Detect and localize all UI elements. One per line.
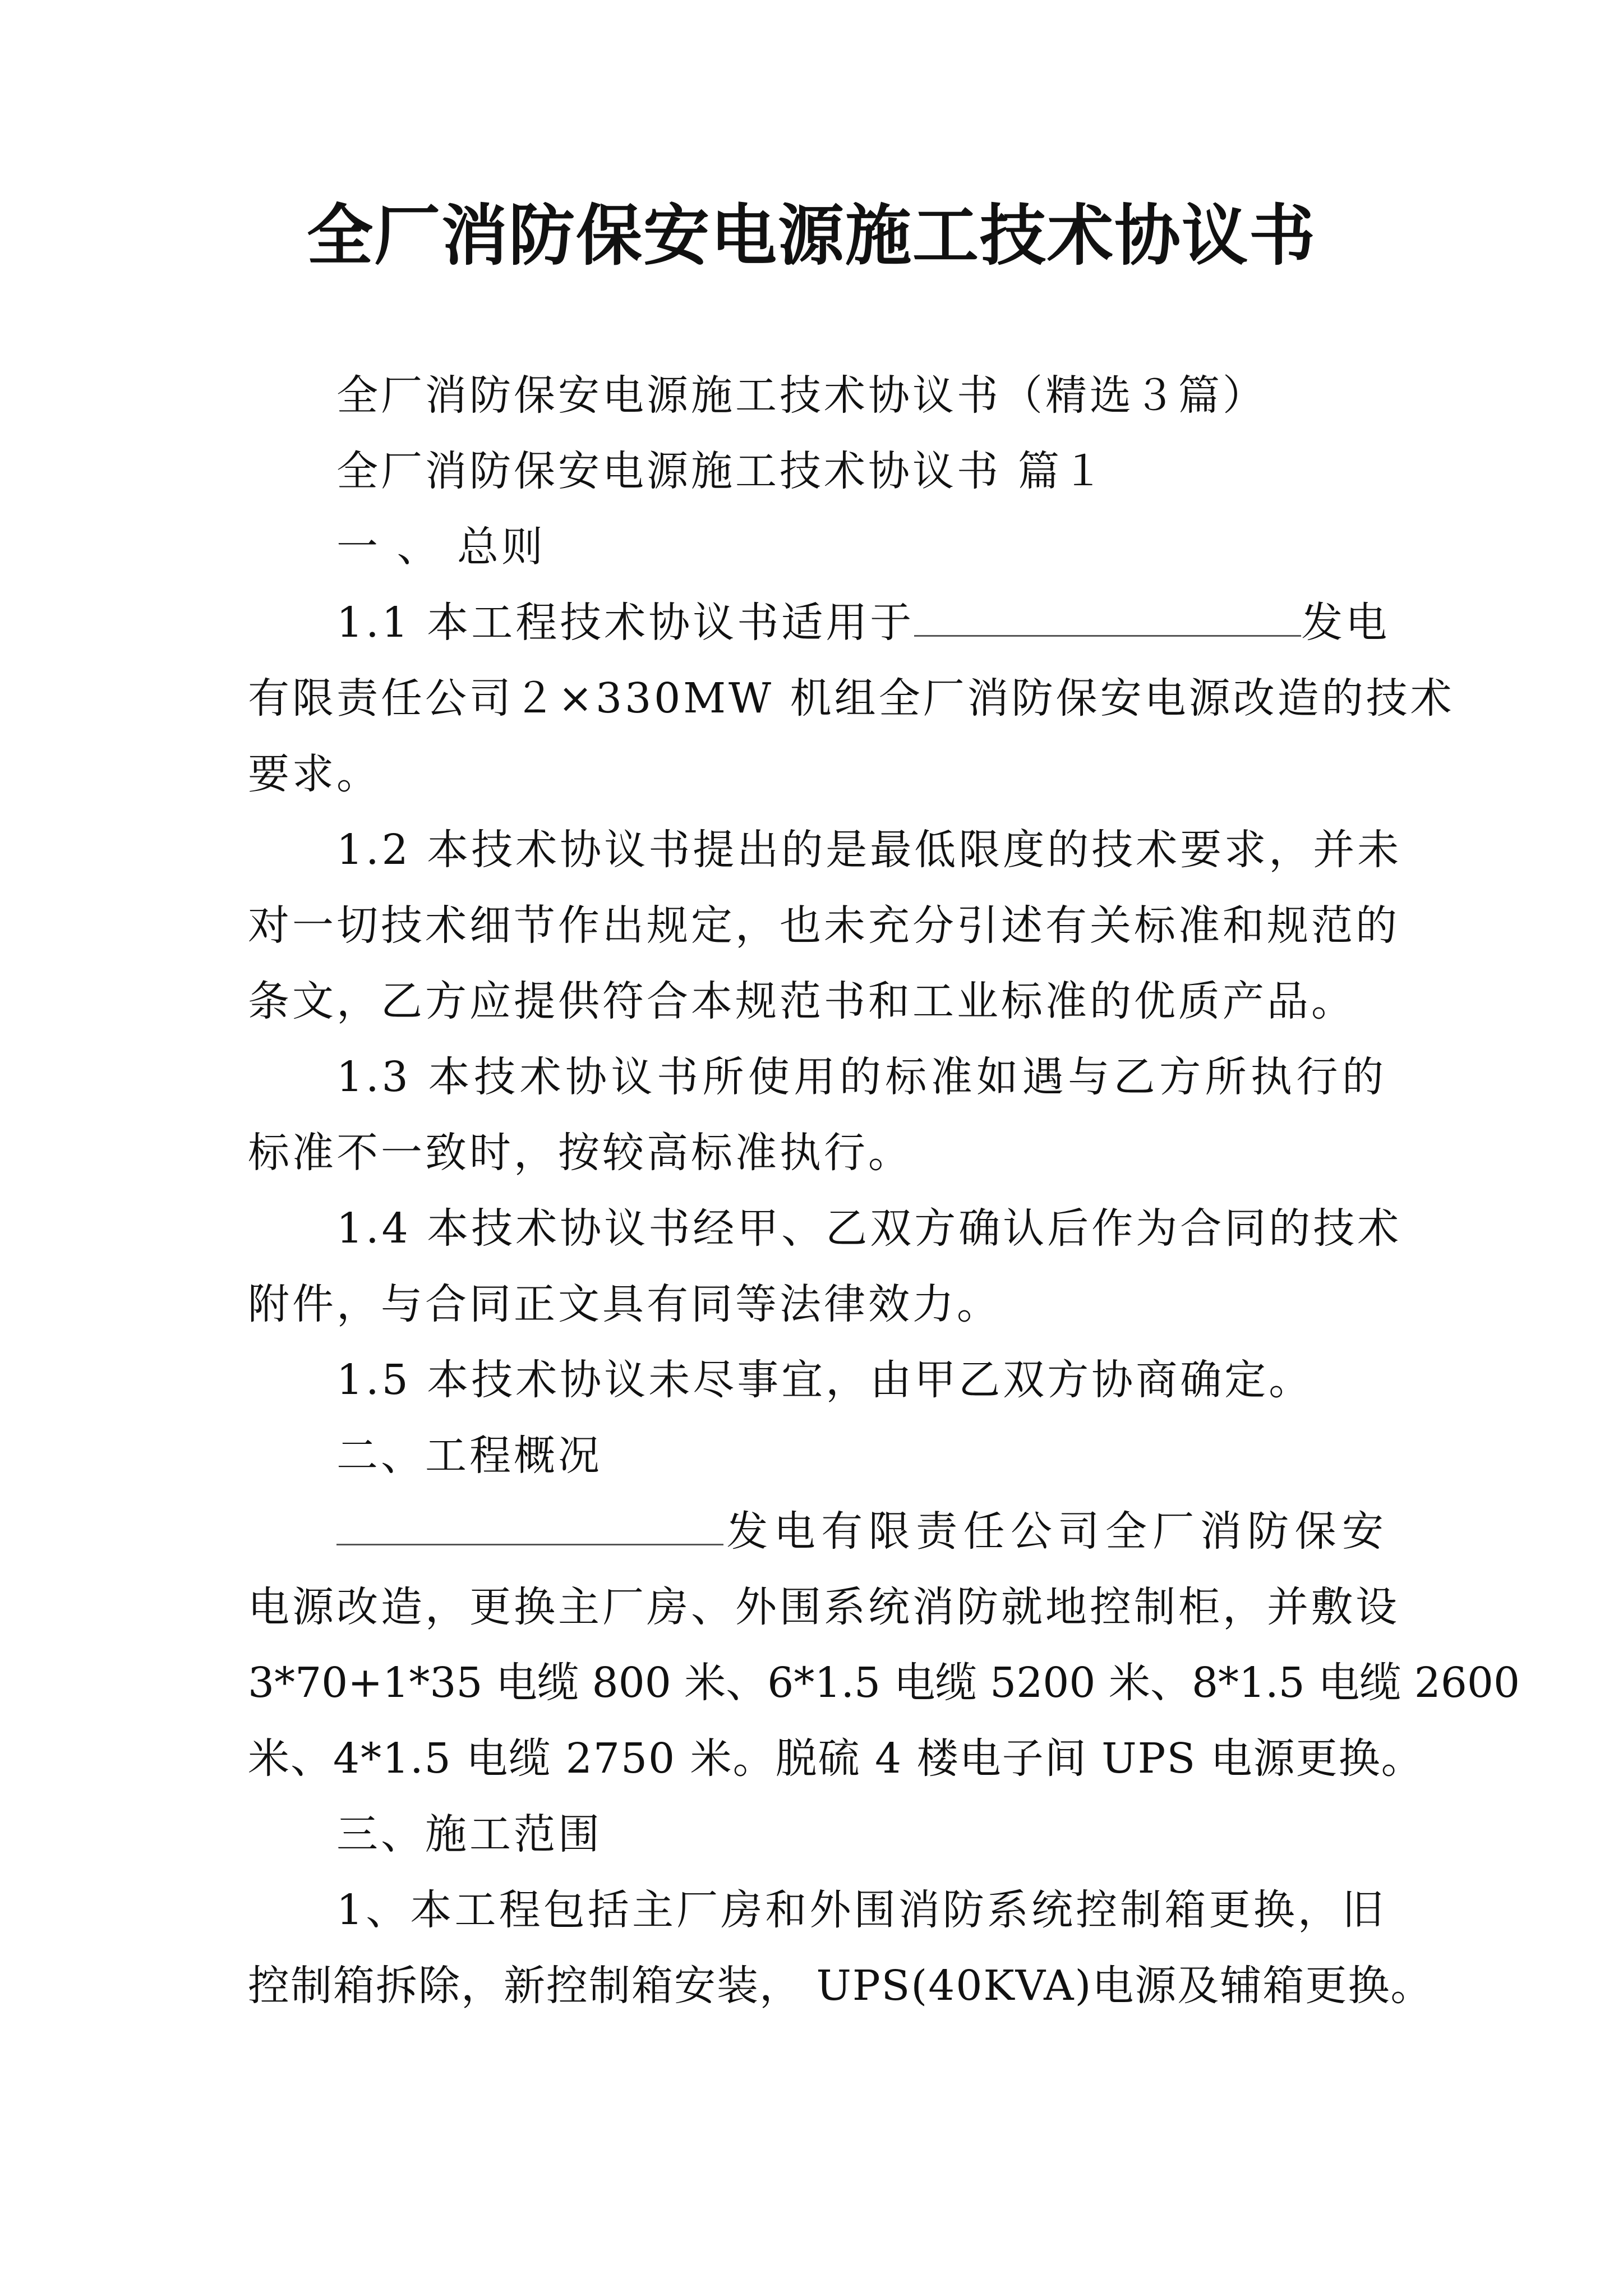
paragraph-1-5-line-1: 1.5 本技术协议未尽事宜，由甲乙双方协商确定。 <box>336 1356 1313 1404</box>
heading-overview: 二、工程概况 <box>336 1432 602 1480</box>
paragraph-1-1-line-3: 要求。 <box>248 750 381 798</box>
blank-fill-line <box>914 596 1301 637</box>
overview-line-4: 米、4*1.5 电缆 2750 米。脱硫 4 楼电子间 UPS 电源更换。 <box>248 1734 1424 1783</box>
section-heading-text: 全厂消防保安电源施工技术协议书 <box>336 447 1001 495</box>
heading-general: 一 、 总则 <box>336 523 546 571</box>
paragraph-1-1-start: 1.1 本工程技术协议书适用于 <box>336 599 915 647</box>
section-number: 篇１ <box>1018 447 1106 495</box>
overview-line-1-text: 发电有限责任公司全厂消防保安 <box>723 1507 1386 1556</box>
paragraph-1-1-end: 发电 <box>1301 599 1390 647</box>
paragraph-1-3-line-2: 标准不一致时，按较高标准执行。 <box>248 1129 912 1177</box>
paragraph-1-1-line-1 <box>336 595 1390 651</box>
section-heading <box>336 443 1475 499</box>
document-title: 全厂消防保安电源施工技术协议书 <box>306 196 1316 274</box>
heading-scope: 三、施工范围 <box>336 1810 602 1858</box>
paragraph-1-3-line-1: 1.3 本技术协议书所使用的标准如遇与乙方所执行的 <box>336 1053 1386 1101</box>
overview-line-2: 电源改造，更换主厂房、外围系统消防就地控制柜，并敷设 <box>248 1583 1400 1631</box>
paragraph-1-4-line-1: 1.4 本技术协议书经甲、乙双方确认后作为合同的技术 <box>336 1204 1402 1253</box>
overview-line-1 <box>336 1503 1386 1559</box>
paragraph-1-2-line-3: 条文，乙方应提供符合本规范书和工业标准的优质产品。 <box>248 977 1355 1025</box>
paragraph-1-1-line-2: 有限责任公司２×330MW 机组全厂消防保安电源改造的技术 <box>248 674 1455 723</box>
document-subtitle: 全厂消防保安电源施工技术协议书（精选３篇） <box>336 371 1267 420</box>
paragraph-1-2-line-2: 对一切技术细节作出规定，也未充分引述有关标准和规范的 <box>248 901 1400 950</box>
scope-line-2: 控制箱拆除，新控制箱安装， UPS(40KVA)电源及辅箱更换。 <box>248 1962 1433 2010</box>
paragraph-1-4-line-2: 附件，与合同正文具有同等法律效力。 <box>248 1280 1001 1328</box>
scope-line-1: 1、本工程包括主厂房和外围消防系统控制箱更换，旧 <box>336 1886 1386 1934</box>
blank-fill-line <box>336 1504 723 1545</box>
paragraph-1-2-line-1: 1.2 本技术协议书提出的是最低限度的技术要求，并未 <box>336 826 1402 874</box>
overview-line-3: 3*70+1*35 电缆 800 米、6*1.5 电缆 5200 米、8*1.5 电缆 2600 <box>248 1659 1520 1707</box>
